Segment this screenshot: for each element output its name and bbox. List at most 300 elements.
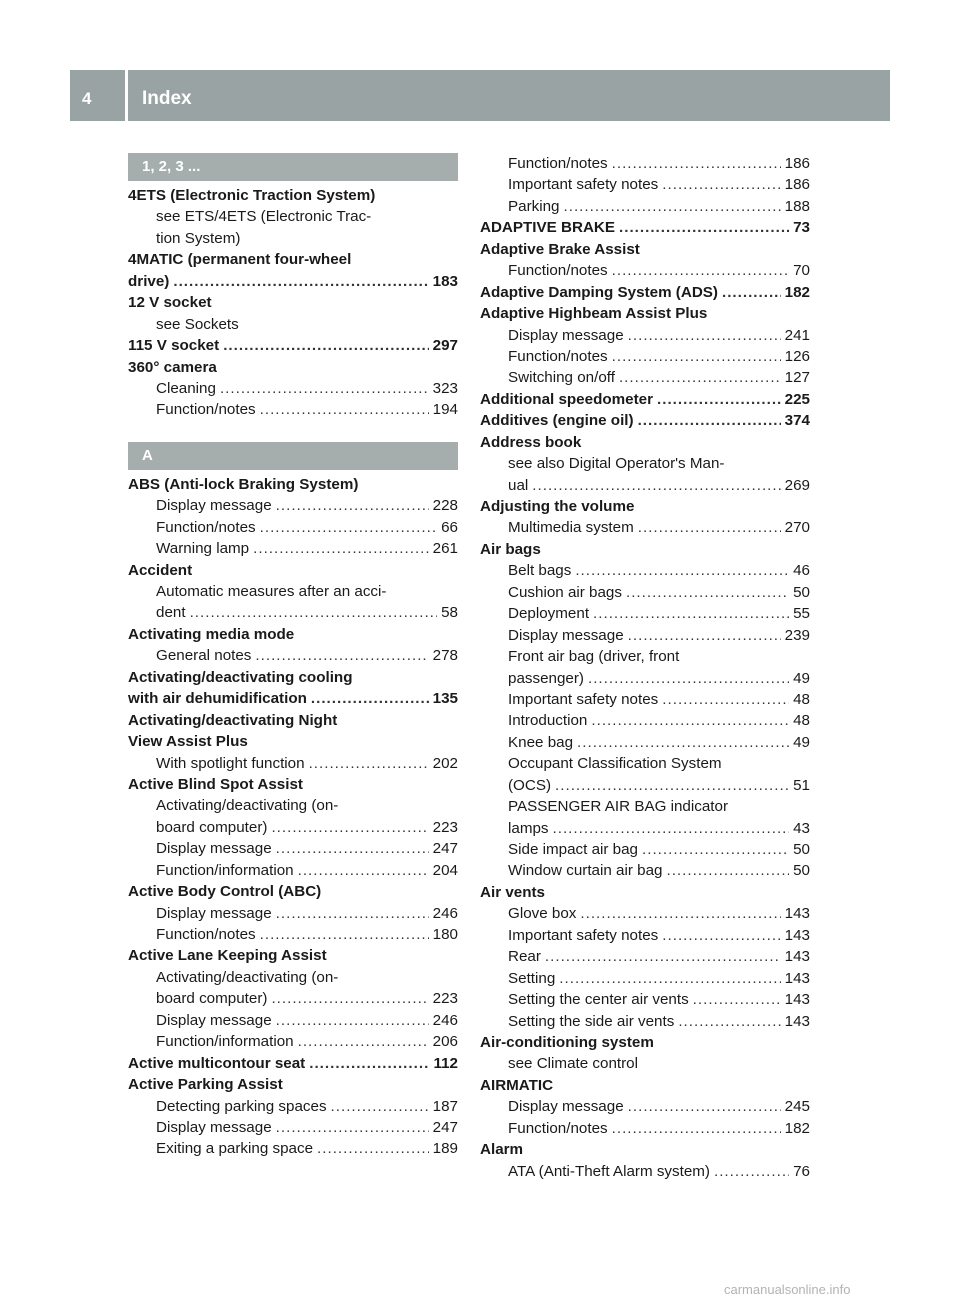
index-entry (480, 389, 810, 410)
entry-label: drive) (128, 272, 170, 290)
entry-label: Address book (480, 433, 582, 451)
entry-label: With spotlight function (156, 754, 305, 772)
dot-leader (276, 495, 429, 516)
entry-label: 12 V socket (128, 294, 212, 312)
entry-label: Detecting parking spaces (156, 1097, 327, 1115)
dot-leader (309, 1053, 429, 1074)
page-reference[interactable]: 49 (793, 669, 810, 687)
entry-label: Setting the center air vents (508, 991, 689, 1009)
page-reference[interactable]: 73 (793, 219, 810, 237)
page-reference[interactable]: 204 (432, 861, 458, 879)
entry-label: Display message (156, 1118, 272, 1136)
entry-label: Function/notes (156, 401, 256, 419)
dot-leader (276, 903, 429, 924)
index-subentry (128, 228, 458, 249)
dot-leader (666, 860, 789, 881)
entry-label: Adaptive Brake Assist (480, 240, 640, 258)
index-subentry (128, 602, 458, 623)
entry-label: Cushion air bags (508, 583, 622, 601)
index-subentry (480, 346, 810, 367)
index-entry (128, 1053, 458, 1074)
page-reference[interactable]: 245 (784, 1098, 810, 1116)
index-subentry (128, 378, 458, 399)
index-subentry (128, 206, 458, 227)
dot-leader (662, 689, 789, 710)
entry-label: 4MATIC (permanent four-wheel (128, 251, 352, 269)
index-subentry (480, 689, 810, 710)
dot-leader (271, 988, 428, 1009)
page-reference[interactable]: 112 (433, 1054, 458, 1072)
entry-label: 4ETS (Electronic Traction System) (128, 187, 376, 204)
page-reference[interactable]: 48 (793, 712, 810, 730)
page-reference[interactable]: 241 (784, 326, 810, 344)
dot-leader (580, 903, 780, 924)
entry-label: Adaptive Damping System (ADS) (480, 283, 718, 301)
index-entry (128, 292, 458, 313)
entry-label: Air-conditioning system (480, 1033, 654, 1051)
entry-label: Important safety notes (508, 690, 659, 708)
entry-label: 360° camera (128, 358, 217, 376)
index-subentry (480, 582, 810, 603)
entry-label: (OCS) (508, 776, 552, 794)
page-reference[interactable]: 126 (784, 347, 810, 365)
page-reference[interactable]: 143 (784, 969, 810, 987)
entry-label: Setting the side air vents (508, 1012, 675, 1030)
dot-leader (628, 625, 781, 646)
page-reference[interactable]: 225 (784, 390, 810, 408)
entry-label: Introduction (508, 712, 588, 730)
page-reference[interactable]: 247 (432, 1118, 458, 1136)
index-subentry (480, 903, 810, 924)
entry-label: see Sockets (156, 315, 239, 333)
index-subentry (128, 581, 458, 602)
index-subentry (128, 495, 458, 516)
index-subentry (480, 775, 810, 796)
entry-label: Occupant Classification System (508, 755, 722, 773)
index-subentry (128, 795, 458, 816)
index-subentry (128, 1096, 458, 1117)
dot-leader (555, 775, 789, 796)
entry-label: Deployment (508, 605, 590, 623)
dot-leader (298, 1031, 429, 1052)
index-column-right (480, 153, 810, 1182)
index-subentry (480, 796, 810, 817)
entry-label: Air bags (480, 540, 541, 558)
entry-label: with air dehumidification (128, 690, 307, 708)
dot-leader (642, 839, 789, 860)
entry-label: Active Blind Spot Assist (128, 775, 303, 793)
dot-leader (255, 645, 428, 666)
index-subentry (480, 325, 810, 346)
index-subentry (480, 710, 810, 731)
dot-leader (311, 688, 429, 709)
dot-leader (577, 732, 789, 753)
entry-label: AIRMATIC (480, 1076, 554, 1094)
page-reference[interactable]: 49 (793, 733, 810, 751)
dot-leader (223, 335, 428, 356)
index-entry (128, 185, 458, 206)
entry-label: Function/notes (508, 1119, 608, 1137)
entry-label: ual (508, 476, 529, 494)
entry-label: Activating/deactivating (on- (156, 797, 339, 815)
index-entry (480, 1075, 810, 1096)
dot-leader (260, 924, 429, 945)
index-subentry (128, 817, 458, 838)
entry-label: Function/notes (508, 262, 608, 280)
entry-label: Additional speedometer (480, 390, 653, 408)
index-entry (480, 882, 810, 903)
dot-leader (173, 271, 428, 292)
dot-leader (309, 753, 429, 774)
index-subentry (128, 988, 458, 1009)
dot-leader (260, 399, 429, 420)
page-reference[interactable]: 223 (432, 818, 458, 836)
page-reference[interactable]: 186 (784, 176, 810, 194)
entry-label: Function/notes (508, 347, 608, 365)
page-reference[interactable]: 239 (784, 626, 810, 644)
index-entry (128, 688, 458, 709)
dot-leader (626, 582, 789, 603)
entry-label: board computer) (156, 818, 268, 836)
dot-leader (532, 475, 780, 496)
index-entry (128, 624, 458, 645)
entry-label: Setting (508, 969, 556, 987)
dot-leader (559, 968, 780, 989)
page-reference[interactable]: 46 (793, 562, 810, 580)
index-entry (128, 271, 458, 292)
entry-label: Important safety notes (508, 926, 659, 944)
index-subentry (480, 646, 810, 667)
index-subentry (128, 903, 458, 924)
index-subentry (128, 967, 458, 988)
index-subentry (128, 838, 458, 859)
entry-label: see also Digital Operator's Man- (508, 455, 725, 473)
index-subentry (128, 924, 458, 945)
index-subentry (480, 1053, 810, 1074)
index-subentry (128, 645, 458, 666)
page-reference[interactable]: 270 (784, 519, 810, 537)
index-entry (480, 432, 810, 453)
dot-leader (564, 196, 781, 217)
page-reference[interactable]: 202 (432, 754, 458, 772)
page-reference[interactable]: 186 (784, 155, 810, 172)
entry-label: Function/information (156, 861, 294, 879)
page-reference[interactable]: 261 (432, 540, 458, 558)
watermark: carmanualsonline.info (724, 1282, 851, 1297)
index-subentry (128, 1117, 458, 1138)
index-subentry (128, 399, 458, 420)
dot-leader (612, 346, 781, 367)
index-subentry (480, 1011, 810, 1032)
page-reference[interactable]: 180 (432, 926, 458, 943)
entry-label: Display message (156, 840, 272, 858)
page-reference[interactable]: 143 (784, 926, 810, 944)
index-entry (480, 239, 810, 260)
page-reference[interactable]: 188 (784, 197, 810, 215)
index-subentry (480, 260, 810, 281)
header-divider (125, 70, 128, 121)
entry-label: Activating/deactivating cooling (128, 668, 353, 686)
page-reference[interactable]: 143 (784, 1012, 810, 1030)
index-subentry (480, 860, 810, 881)
index-entry (480, 539, 810, 560)
page-reference[interactable]: 374 (784, 412, 810, 430)
index-subentry (128, 517, 458, 538)
page-reference[interactable]: 246 (432, 904, 458, 922)
dot-leader (317, 1138, 429, 1159)
index-subentry (480, 1096, 810, 1117)
entry-label: PASSENGER AIR BAG indicator (508, 798, 729, 816)
index-subentry (480, 946, 810, 967)
index-subentry (480, 603, 810, 624)
dot-leader (276, 1010, 429, 1031)
dot-leader (628, 325, 781, 346)
index-entry (128, 774, 458, 795)
index-entry (128, 560, 458, 581)
entry-label: Function/notes (156, 926, 256, 943)
page-reference[interactable]: 135 (432, 690, 458, 708)
page-reference[interactable]: 194 (432, 401, 458, 419)
index-entry (128, 335, 458, 356)
index-entry (480, 217, 810, 238)
page-reference[interactable]: 143 (784, 991, 810, 1009)
entry-label: Display message (508, 626, 624, 644)
entry-label: ADAPTIVE BRAKE (480, 219, 616, 237)
index-subentry (480, 668, 810, 689)
index-subentry (480, 818, 810, 839)
index-entry (480, 282, 810, 303)
entry-label: Automatic measures after an acci- (156, 583, 387, 600)
entry-label: Knee bag (508, 733, 574, 751)
entry-label: Activating media mode (128, 625, 295, 643)
index-subentry (480, 453, 810, 474)
page-reference[interactable]: 48 (793, 690, 810, 708)
page-reference[interactable]: 50 (793, 841, 810, 858)
entry-label: Cleaning (156, 379, 216, 397)
entry-label: see ETS/4ETS (Electronic Trac- (156, 208, 372, 226)
index-subentry (480, 153, 810, 174)
dot-leader (638, 517, 781, 538)
index-subentry (128, 1138, 458, 1159)
index-subentry (480, 839, 810, 860)
entry-label: View Assist Plus (128, 733, 248, 751)
dot-leader (657, 389, 781, 410)
entry-label: Rear (508, 948, 541, 966)
entry-label: Multimedia system (508, 519, 634, 537)
index-entry (128, 710, 458, 731)
section-header: A (128, 442, 458, 470)
entry-label: Alarm (480, 1141, 524, 1159)
dot-leader (628, 1096, 781, 1117)
page-reference[interactable]: 143 (784, 948, 810, 966)
page-reference[interactable]: 182 (784, 283, 810, 301)
dot-leader (271, 817, 428, 838)
dot-leader (693, 989, 781, 1010)
dot-leader (612, 153, 781, 174)
entry-label: Side impact air bag (508, 841, 639, 858)
page-reference[interactable]: 58 (441, 604, 458, 622)
entry-label: Accident (128, 561, 193, 579)
dot-leader (619, 367, 781, 388)
entry-label: Air vents (480, 883, 545, 901)
index-entry (480, 1139, 810, 1160)
entry-label: Exiting a parking space (156, 1140, 314, 1158)
index-column-left (128, 153, 458, 1160)
entry-label: Activating/deactivating Night (128, 711, 338, 729)
page-reference[interactable]: 246 (432, 1011, 458, 1029)
index-subentry (480, 174, 810, 195)
entry-label: lamps (508, 819, 549, 837)
dot-leader (662, 925, 780, 946)
index-entry (480, 303, 810, 324)
index-entry (480, 1032, 810, 1053)
index-subentry (480, 1161, 810, 1182)
page-reference[interactable]: 187 (432, 1097, 458, 1115)
dot-leader (220, 378, 429, 399)
index-subentry (480, 925, 810, 946)
dot-leader (722, 282, 781, 303)
page-reference[interactable]: 297 (432, 337, 458, 355)
entry-label: Belt bags (508, 562, 572, 580)
entry-label: Display message (156, 497, 272, 515)
entry-label: Active Body Control (ABC) (128, 883, 322, 901)
entry-label: Front air bag (driver, front (508, 648, 680, 666)
entry-label: Display message (508, 326, 624, 344)
dot-leader (593, 603, 789, 624)
dot-leader (591, 710, 789, 731)
page-reference[interactable]: 323 (432, 379, 458, 397)
entry-label: Window curtain air bag (508, 862, 663, 880)
index-entry (128, 731, 458, 752)
entry-label: Display message (508, 1098, 624, 1116)
page-number: 4 (82, 89, 92, 108)
dot-leader (662, 174, 780, 195)
index-subentry (128, 860, 458, 881)
index-subentry (480, 625, 810, 646)
entry-label: Adaptive Highbeam Assist Plus (480, 305, 708, 323)
entry-label: ATA (Anti-Theft Alarm system) (508, 1162, 710, 1180)
index-subentry (128, 1010, 458, 1031)
entry-label: Activating/deactivating (on- (156, 968, 339, 986)
index-subentry (480, 989, 810, 1010)
entry-label: Important safety notes (508, 176, 659, 194)
index-subentry (128, 538, 458, 559)
page-reference[interactable]: 247 (432, 840, 458, 858)
index-subentry (480, 968, 810, 989)
entry-label: General notes (156, 647, 252, 665)
dot-leader (260, 517, 437, 538)
dot-leader (678, 1011, 780, 1032)
index-subentry (128, 314, 458, 335)
dot-leader (545, 946, 781, 967)
index-subentry (480, 367, 810, 388)
dot-leader (276, 838, 429, 859)
page-reference[interactable]: 223 (432, 990, 458, 1008)
page-reference[interactable]: 43 (793, 819, 810, 837)
index-subentry (480, 753, 810, 774)
entry-label: Glove box (508, 905, 577, 923)
dot-leader (190, 602, 438, 623)
index-subentry (480, 732, 810, 753)
index-subentry (128, 1031, 458, 1052)
page-reference[interactable]: 50 (793, 862, 810, 880)
index-entry (128, 667, 458, 688)
dot-leader (612, 1118, 781, 1139)
entry-label: Active Parking Assist (128, 1076, 283, 1094)
dot-leader (638, 410, 781, 431)
index-entry (128, 881, 458, 902)
entry-label: Active Lane Keeping Assist (128, 947, 327, 965)
index-subentry (480, 196, 810, 217)
entry-label: Function/information (156, 1033, 294, 1051)
page-reference[interactable]: 70 (793, 262, 810, 280)
index-entry (128, 357, 458, 378)
entry-label: Active multicontour seat (128, 1054, 306, 1072)
section-header: 1, 2, 3 ... (128, 153, 458, 181)
page-reference[interactable]: 278 (432, 647, 458, 665)
entry-label: board computer) (156, 990, 268, 1008)
entry-label: passenger) (508, 669, 584, 687)
entry-label: Switching on/off (508, 369, 615, 387)
index-entry (480, 410, 810, 431)
dot-leader (612, 260, 789, 281)
entry-label: ABS (Anti-lock Braking System) (128, 475, 359, 493)
page-reference[interactable]: 269 (784, 476, 810, 494)
page-reference[interactable]: 183 (432, 272, 458, 290)
page-reference[interactable]: 206 (432, 1033, 458, 1051)
page-header (70, 70, 890, 121)
page-reference[interactable]: 50 (793, 583, 810, 601)
entry-label: Additives (engine oil) (480, 412, 634, 430)
index-subentry (128, 753, 458, 774)
index-entry (128, 249, 458, 270)
index-entry (480, 496, 810, 517)
index-entry (128, 474, 458, 495)
entry-label: Display message (156, 1011, 272, 1029)
dot-leader (276, 1117, 429, 1138)
dot-leader (553, 818, 790, 839)
page-reference[interactable]: 51 (793, 776, 810, 794)
dot-leader (298, 860, 429, 881)
page-title: Index (142, 88, 192, 109)
page-reference[interactable]: 182 (784, 1119, 810, 1137)
page-reference[interactable]: 76 (793, 1162, 810, 1180)
page-reference[interactable]: 143 (784, 905, 810, 923)
dot-leader (253, 538, 429, 559)
index-subentry (480, 1118, 810, 1139)
entry-label: 115 V socket (128, 337, 220, 355)
dot-leader (619, 217, 789, 238)
page-reference[interactable]: 66 (441, 518, 458, 536)
page-reference[interactable]: 189 (432, 1140, 458, 1158)
page-reference[interactable]: 55 (793, 605, 810, 623)
dot-leader (588, 668, 789, 689)
index-subentry (480, 517, 810, 538)
page-reference[interactable]: 127 (784, 369, 810, 387)
index-subentry (480, 475, 810, 496)
entry-label: Function/notes (156, 518, 256, 536)
entry-label: see Climate control (508, 1055, 638, 1073)
entry-label: Parking (508, 197, 560, 215)
page-reference[interactable]: 228 (432, 497, 458, 515)
dot-leader (575, 560, 789, 581)
entry-label: Adjusting the volume (480, 498, 635, 515)
dot-leader (331, 1096, 429, 1117)
index-entry (128, 1074, 458, 1095)
index-entry (128, 945, 458, 966)
entry-label: Display message (156, 904, 272, 922)
entry-label: tion System) (156, 229, 241, 247)
